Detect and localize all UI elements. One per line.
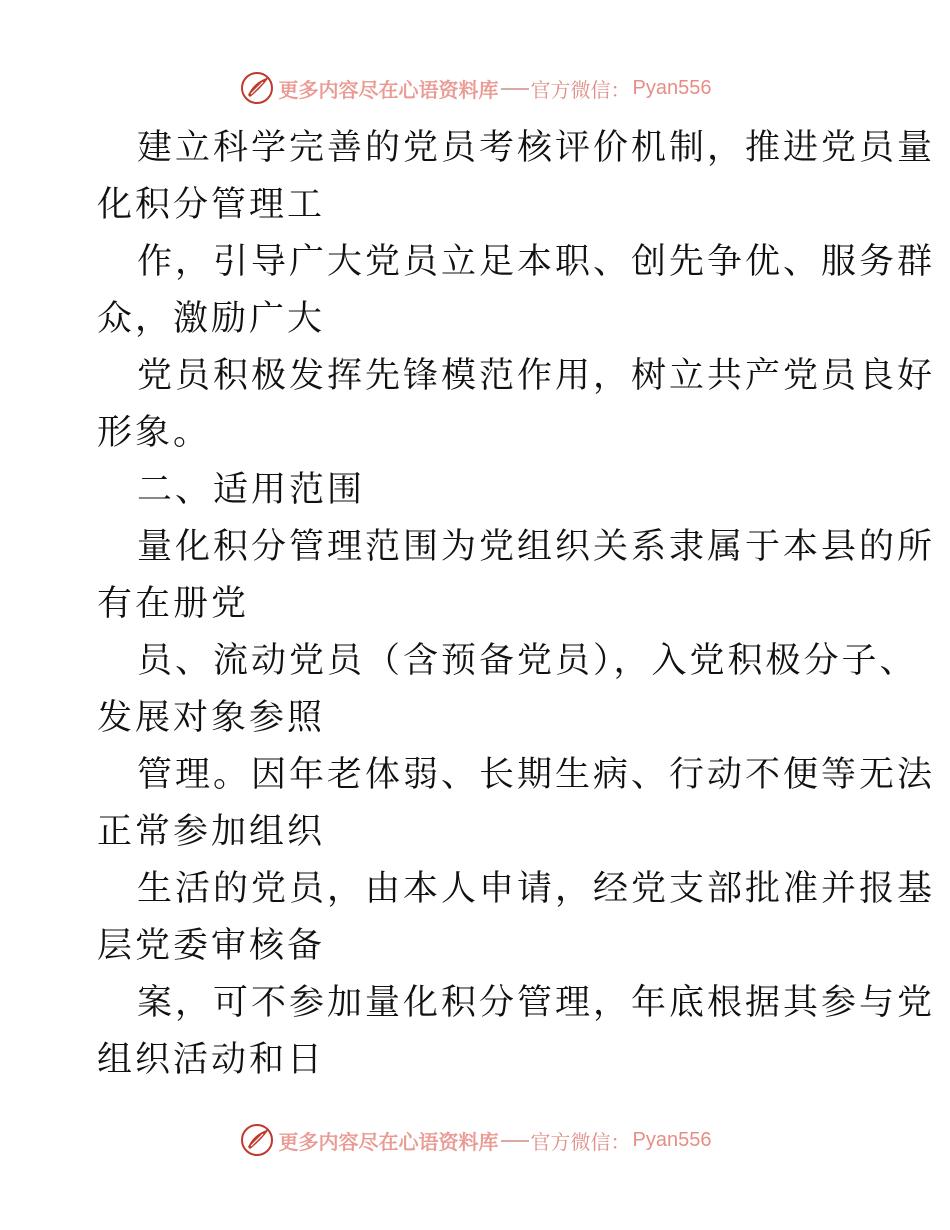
watermark-dash — [501, 88, 529, 90]
text-line: 案，可不参加量化积分管理，年底根据其参与党 — [137, 983, 936, 1023]
text-line: 化积分管理工 — [97, 185, 326, 225]
quill-logo-icon — [239, 70, 275, 106]
text-line: 量化积分管理范围为党组织关系隶属于本县的所 — [137, 527, 936, 567]
text-line: 员、流动党员（含预备党员），入党积极分子、 — [137, 641, 918, 681]
document-body — [97, 120, 936, 1089]
text-line: 形象。 — [97, 413, 212, 453]
text-line: 组织活动和日 — [97, 1040, 326, 1080]
text-line: 党员积极发挥先锋模范作用，树立共产党员良好 — [137, 356, 936, 396]
watermark-brand: 更多内容尽在心语资料库 — [278, 1129, 499, 1154]
text-line: 生活的党员，由本人申请，经党支部批准并报基 — [137, 869, 936, 909]
watermark-wechat-label: 官方微信： — [530, 77, 631, 102]
text-line: 作，引导广大党员立足本职、创先争优、服务群 — [137, 242, 936, 282]
watermark-handle: Pyan556 — [632, 76, 712, 99]
section-heading: 二、适用范围 — [137, 470, 366, 510]
header-watermark — [0, 68, 950, 108]
text-line: 层党委审核备 — [97, 926, 326, 966]
text-line: 管理。因年老体弱、长期生病、行动不便等无法 — [137, 755, 936, 795]
text-line: 众，激励广大 — [97, 299, 326, 339]
watermark-handle: Pyan556 — [632, 1128, 712, 1151]
footer-watermark — [0, 1120, 950, 1160]
text-line: 有在册党 — [97, 584, 250, 624]
watermark-dash — [501, 1140, 529, 1142]
watermark-wechat-label: 官方微信： — [530, 1129, 631, 1154]
text-line: 建立科学完善的党员考核评价机制，推进党员量 — [137, 128, 936, 168]
text-line: 发展对象参照 — [97, 698, 326, 738]
watermark-brand: 更多内容尽在心语资料库 — [278, 77, 499, 102]
quill-logo-icon — [239, 1122, 275, 1158]
text-line: 正常参加组织 — [97, 812, 326, 852]
